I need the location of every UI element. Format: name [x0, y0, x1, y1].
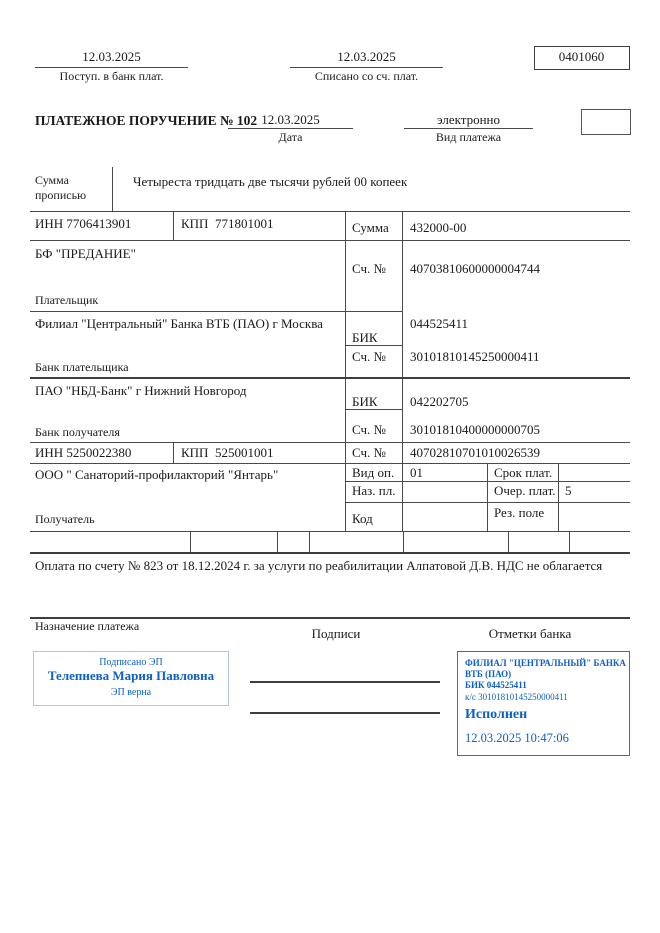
payer-account: 40703810600000004744 [410, 261, 540, 276]
payee-bank-bik-label: БИК [352, 394, 378, 409]
payee-bank-bik-account-divider [345, 409, 403, 410]
payee-name: ООО " Санаторий-профилакторий "Янтарь" [35, 467, 279, 482]
reserve-field-label: Рез. поле [494, 505, 545, 520]
right-subtable-divider-2 [558, 463, 559, 531]
payment-purpose-code-label: Наз. пл. [352, 483, 396, 498]
payer-section-underline [30, 311, 402, 312]
amount-value: 432000-00 [410, 220, 467, 235]
signature-line-1 [250, 681, 440, 683]
electronic-signature-stamp [33, 651, 229, 706]
payer-bank-section-label: Банк плательщика [35, 360, 129, 374]
payer-bank-bik: 044525411 [410, 316, 469, 331]
bank-stamp-branch-line2: ВТБ (ПАО) [465, 669, 512, 679]
form-code-box [534, 46, 630, 70]
bank-stamp-status: Исполнен [465, 707, 528, 722]
tax-strip-bottom-line [30, 552, 630, 554]
payer-inn-kpp-divider [173, 211, 174, 240]
payee-kpp: КПП 525001001 [181, 445, 274, 460]
debited-from-account-label: Списано со сч. плат. [314, 69, 419, 83]
tax-strip-divider-5 [508, 531, 509, 552]
signed-ep-label: Подписано ЭП [99, 657, 163, 668]
payment-kind-label: Вид платежа [435, 130, 502, 144]
purpose-section-label: Назначение платежа [35, 619, 140, 633]
tax-strip-divider-2 [277, 531, 278, 552]
code-label: Код [352, 511, 373, 526]
payer-bank-bik-label: БИК [352, 330, 378, 345]
signer-name: Телепнева Мария Павловна [47, 668, 215, 683]
amount-words-label-1: Сумма [35, 173, 69, 187]
payee-section-label: Получатель [35, 512, 95, 526]
amount-label: Сумма [352, 220, 389, 235]
payee-bank-account: 30101810400000000705 [410, 422, 540, 437]
right-subtable-divider-1 [487, 463, 488, 531]
payee-account-label: Сч. № [352, 445, 386, 460]
payer-name: БФ "ПРЕДАНИЕ" [35, 246, 136, 261]
subtable-row-line-1 [345, 481, 630, 482]
received-date-underline [35, 67, 188, 68]
subtable-row-line-2 [345, 502, 630, 503]
ep-valid-label: ЭП верна [110, 687, 152, 698]
payer-inn: ИНН 7706413901 [35, 216, 132, 231]
amount-words-divider [112, 167, 113, 211]
amount-row-bottom-line [30, 211, 630, 212]
date-label: Дата [278, 130, 303, 144]
signatures-label: Подписи [311, 626, 361, 641]
tax-strip-divider-6 [569, 531, 570, 552]
bank-stamp-bik: БИК 044525411 [465, 680, 527, 690]
payee-bank-section-underline [30, 442, 630, 443]
payment-kind-value: электронно [436, 112, 500, 127]
payer-bank-bik-account-divider [345, 345, 403, 346]
label-column-left-line [345, 211, 346, 531]
payer-bank-name: Филиал "Центральный" Банка ВТБ (ПАО) г Москва [35, 316, 323, 331]
tax-strip-divider-3 [309, 531, 310, 552]
payee-bank-bik: 042202705 [410, 394, 469, 409]
amount-in-words: Четыреста тридцать две тысячи рублей 00 копеек [133, 174, 408, 189]
bank-execution-stamp [457, 651, 630, 756]
debited-date-underline [290, 67, 443, 68]
payee-inn-row-bottom-line [30, 463, 630, 464]
inn-row-bottom-line [30, 240, 630, 241]
bank-stamp-corr-account: к/с 30101810145250000411 [465, 692, 568, 702]
value-column-left-line [402, 211, 403, 531]
tax-strip-divider-1 [190, 531, 191, 552]
payee-section-underline [30, 531, 630, 532]
operation-type-label: Вид оп. [352, 465, 395, 480]
payment-term-label: Срок плат. [494, 465, 553, 480]
date-underline [228, 128, 353, 129]
payment-priority-value: 5 [565, 483, 572, 498]
payee-bank-section-label: Банк получателя [35, 425, 120, 439]
document-date: 12.03.2025 [261, 112, 320, 127]
payment-purpose-text: Оплата по счету № 823 от 18.12.2024 г. за услуги по реабилитации Алпатовой Д.В. НДС не облагается [35, 558, 603, 573]
debited-from-account-date: 12.03.2025 [337, 49, 396, 64]
payee-bank-name: ПАО "НБД-Банк" г Нижний Новгород [35, 383, 247, 398]
payee-account: 40702810701010026539 [410, 445, 540, 460]
payer-bank-account-label: Сч. № [352, 349, 386, 364]
payer-bank-section-underline [30, 377, 630, 379]
payee-inn: ИНН 5250022380 [35, 445, 132, 460]
payment-kind-underline [404, 128, 533, 129]
bank-marks-label: Отметки банка [488, 626, 572, 641]
amount-words-label-2: прописью [35, 188, 87, 202]
bank-stamp-datetime: 12.03.2025 10:47:06 [465, 731, 569, 745]
payer-section-label: Плательщик [35, 293, 99, 307]
received-in-bank-label: Поступ. в банк плат. [59, 69, 164, 83]
payer-bank-account: 30101810145250000411 [410, 349, 540, 364]
received-in-bank-date: 12.03.2025 [82, 49, 141, 64]
form-code: 0401060 [558, 49, 605, 64]
operation-type-value: 01 [410, 465, 423, 480]
tax-strip-divider-4 [403, 531, 404, 552]
payment-priority-label: Очер. плат. [494, 483, 556, 498]
payer-account-label: Сч. № [352, 261, 386, 276]
payer-kpp: КПП 771801001 [181, 216, 274, 231]
document-title: ПЛАТЕЖНОЕ ПОРУЧЕНИЕ № 102 [35, 113, 258, 128]
payee-inn-kpp-divider [173, 442, 174, 463]
status-code-box [581, 109, 631, 135]
bank-stamp-branch-line1: ФИЛИАЛ "ЦЕНТРАЛЬНЫЙ" БАНКА [465, 658, 626, 668]
payee-bank-account-label: Сч. № [352, 422, 386, 437]
signature-line-2 [250, 712, 440, 714]
